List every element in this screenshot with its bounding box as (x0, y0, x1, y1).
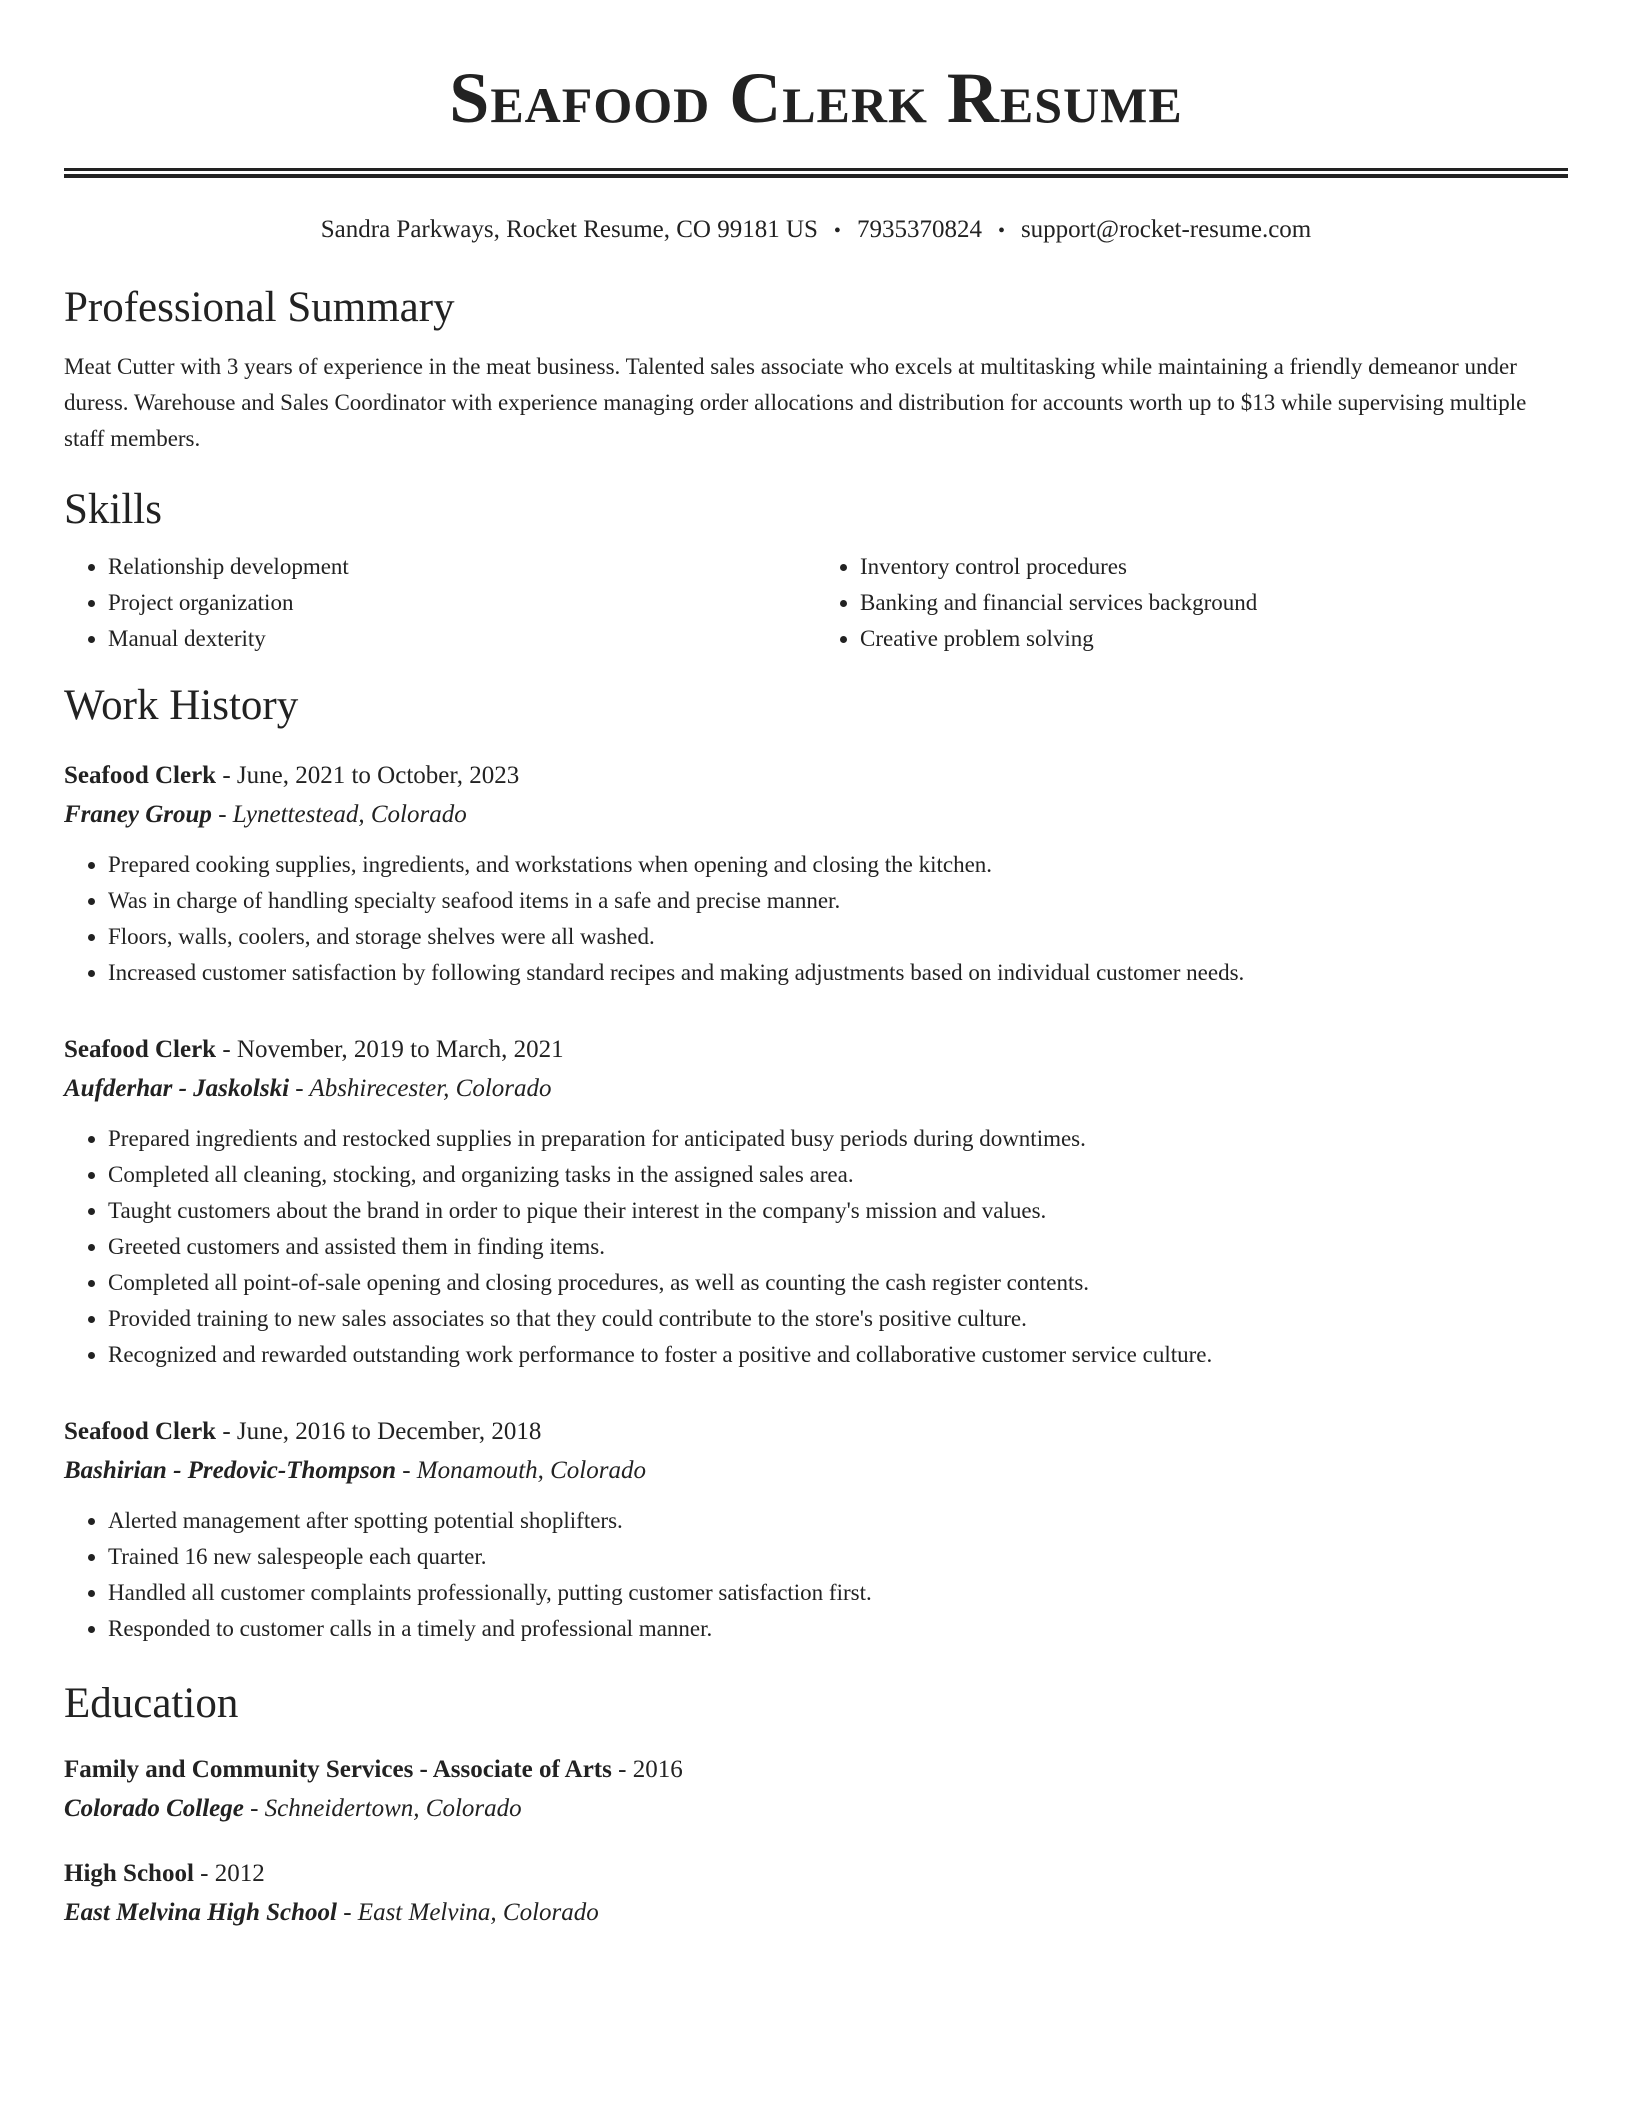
job-company-line (64, 795, 1568, 835)
job-bullet: • Completed all cleaning, stocking, and organizing tasks in the assigned sales area. (108, 1157, 1568, 1193)
job-bullet: • Trained 16 new salespeople each quarter. (108, 1539, 1568, 1575)
job-bullet: • Greeted customers and assisted them in finding items. (108, 1229, 1568, 1265)
job-bullet: • Handled all customer complaints professionally, putting customer satisfaction first. (108, 1575, 1568, 1611)
job-title: Seafood Clerk (64, 762, 217, 789)
job-company: Franey Group (64, 801, 212, 828)
skill-item: • Banking and financial services background (860, 585, 1568, 621)
education-heading: Education (64, 1680, 239, 1727)
summary-text: Meat Cutter with 3 years of experience in the meat business. Talented sales associate who excels at multitasking while maintaining a friendly demeanor under duress. Warehouse and Sales Coordinator with experience managing order allocations and distribution for accounts worth up to $13 while supervising multiple staff members. (64, 354, 1527, 451)
contact-separator: • (833, 220, 841, 242)
degree: Family and Community Services - Associate of Arts (64, 1756, 612, 1783)
job-title: Seafood Clerk (64, 1036, 217, 1063)
job-bullet: • Prepared ingredients and restocked supplies in preparation for anticipated busy periods during downtimes. (108, 1121, 1568, 1157)
degree-line (64, 1855, 1568, 1893)
school-line (64, 1893, 1568, 1933)
job-dates: - November, 2019 to March, 2021 (216, 1036, 564, 1063)
contact-address: Sandra Parkways, Rocket Resume, CO 99181 US (320, 216, 818, 243)
job-title-line (64, 1031, 1568, 1069)
title-divider (64, 168, 1568, 178)
job-bullet: • Alerted management after spotting potential shoplifters. (108, 1503, 1568, 1539)
degree-line (64, 1751, 1568, 1789)
education-entry (64, 1855, 1568, 1933)
job-entry (64, 1031, 1568, 1373)
degree: High School (64, 1860, 194, 1887)
skill-item: • Project organization (108, 585, 816, 621)
job-bullets (64, 1121, 1568, 1373)
job-bullet: • Provided training to new sales associates so that they could contribute to the store's positive culture. (108, 1301, 1568, 1337)
work-history-heading: Work History (64, 682, 299, 729)
skills-heading: Skills (64, 486, 162, 533)
page-title: Seafood Clerk Resume (449, 58, 1183, 138)
job-bullet: • Recognized and rewarded outstanding work performance to foster a positive and collaborative customer service culture. (108, 1337, 1568, 1373)
skill-item: • Relationship development (108, 549, 816, 585)
school-location: - East Melvina, Colorado (336, 1899, 599, 1926)
job-bullet: • Increased customer satisfaction by following standard recipes and making adjustments based on individual customer needs. (108, 955, 1568, 991)
contact-phone: 7935370824 (856, 216, 982, 243)
school-name: East Melvina High School (64, 1899, 337, 1926)
school-name: Colorado College (64, 1795, 244, 1822)
job-location: - Abshirecester, Colorado (289, 1075, 552, 1102)
job-bullet: • Taught customers about the brand in order to pique their interest in the company's mission and values. (108, 1193, 1568, 1229)
job-bullet: • Floors, walls, coolers, and storage shelves were all washed. (108, 919, 1568, 955)
job-entry (64, 1413, 1568, 1647)
skill-item: • Manual dexterity (108, 621, 816, 657)
job-entry (64, 757, 1568, 991)
education-entry (64, 1751, 1568, 1829)
job-location: - Lynettestead, Colorado (211, 801, 467, 828)
job-bullet: • Prepared cooking supplies, ingredients, and workstations when opening and closing the kitchen. (108, 847, 1568, 883)
job-company-line (64, 1451, 1568, 1491)
job-bullet: • Responded to customer calls in a timely and professional manner. (108, 1611, 1568, 1647)
job-title-line (64, 757, 1568, 795)
job-bullets (64, 1503, 1568, 1647)
job-title: Seafood Clerk (64, 1418, 217, 1445)
skills-column-left (64, 549, 816, 657)
skills-column-right (816, 549, 1568, 657)
job-bullets (64, 847, 1568, 991)
school-line (64, 1789, 1568, 1829)
job-location: - Monamouth, Colorado (395, 1457, 646, 1484)
contact-email: support@rocket-resume.com (1020, 216, 1312, 243)
job-company: Aufderhar - Jaskolski (64, 1075, 290, 1102)
job-dates: - June, 2021 to October, 2023 (216, 762, 520, 789)
graduation-year: - 2016 (611, 1756, 683, 1783)
contact-separator: • (997, 220, 1005, 242)
graduation-year: - 2012 (193, 1860, 265, 1887)
job-dates: - June, 2016 to December, 2018 (216, 1418, 542, 1445)
contact-line (64, 214, 1568, 247)
skill-item: • Inventory control procedures (860, 549, 1568, 585)
skill-item: • Creative problem solving (860, 621, 1568, 657)
job-company-line (64, 1069, 1568, 1109)
job-bullet: • Was in charge of handling specialty seafood items in a safe and precise manner. (108, 883, 1568, 919)
summary-heading: Professional Summary (64, 284, 455, 331)
job-company: Bashirian - Predovic-Thompson (64, 1457, 396, 1484)
job-title-line (64, 1413, 1568, 1451)
school-location: - Schneidertown, Colorado (243, 1795, 522, 1822)
job-bullet: • Completed all point-of-sale opening and closing procedures, as well as counting the cash register contents. (108, 1265, 1568, 1301)
skills-list (64, 549, 1568, 657)
